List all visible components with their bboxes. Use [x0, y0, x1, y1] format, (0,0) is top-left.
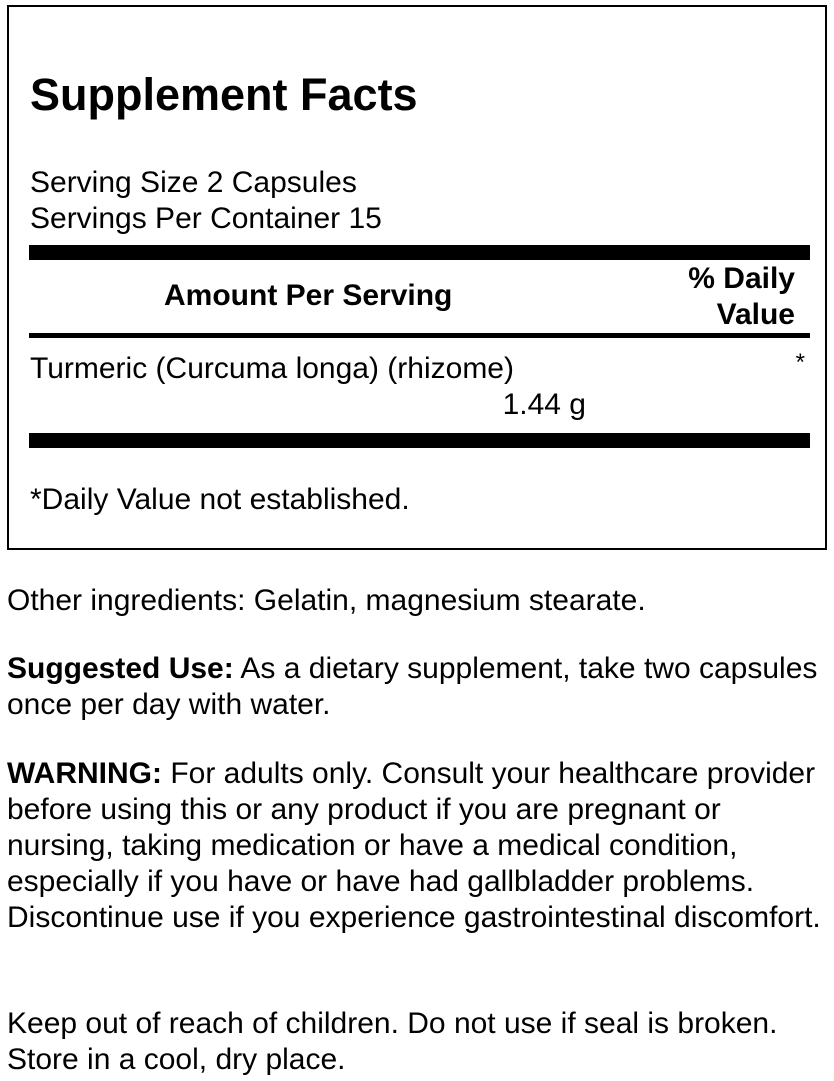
suggested-use-label: Suggested Use: [7, 652, 234, 685]
thin-divider [29, 333, 810, 338]
amount-per-serving-header: Amount Per Serving [164, 279, 453, 312]
suggested-use-text: As a dietary supplement, take two capsules once per day with water. [7, 652, 818, 721]
daily-value-header-line1: % Daily [688, 262, 795, 295]
storage-instructions: Keep out of reach of children. Do not use if seal is broken. Store in a cool, dry place. [7, 1007, 778, 1076]
serving-size: Serving Size 2 Capsules [30, 166, 357, 199]
thick-divider-top [29, 245, 810, 260]
warning-label: WARNING: [7, 757, 162, 790]
ingredient-amount: 1.44 g [502, 388, 586, 421]
other-ingredients: Other ingredients: Gelatin, magnesium stearate. [7, 584, 646, 617]
daily-value-footnote: *Daily Value not established. [30, 483, 410, 516]
daily-value-header-line2: Value [716, 298, 795, 331]
facts-title: Supplement Facts [30, 69, 418, 120]
supplement-facts-panel [7, 5, 827, 550]
suggested-use [7, 651, 831, 723]
ingredient-name: Turmeric (Curcuma longa) (rhizome) [30, 352, 514, 385]
daily-value-header [688, 261, 795, 333]
ingredient-daily-value: * [795, 349, 805, 376]
servings-per-container: Servings Per Container 15 [30, 202, 382, 235]
thick-divider-bottom [29, 433, 810, 448]
warning-text: For adults only. Consult your healthcare provider before using this or any product if you are pregnant or nursing, taking medication or have a medical condition, especially if you have or have had gallbladder problems. Discontinue use if you experience gastrointestinal discomfort. [7, 757, 821, 934]
warning [7, 756, 831, 936]
